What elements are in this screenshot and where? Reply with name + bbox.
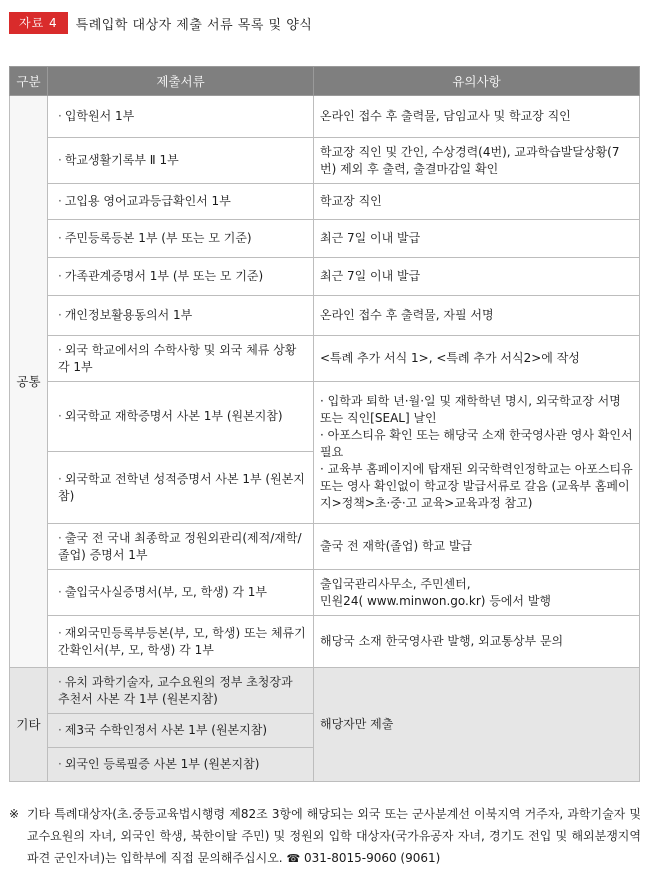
doc-label: 개인정보활용동의서 1부 (64, 308, 193, 322)
doc-label: 출입국사실증명서(부, 모, 학생) 각 1부 (64, 585, 268, 599)
table-row (10, 616, 640, 668)
material-badge: 자료 4 (9, 12, 68, 34)
table-row (10, 382, 640, 452)
note-cell (314, 570, 640, 616)
note-cell (314, 382, 640, 524)
footnote-body: 기타 특례대상자(초.중등교육법시행령 제82조 3항에 해당되는 외국 또는 군사분계선 이북지역 거주자, 과학기술자 및 교수요원의 자녀, 외국인 학생, 북한이탈 주민) 및 정원외 입학 대상자(국가유공자 자녀, 경기도 전입 및 해외분쟁지역 파견 군인자녀)는 입학부에 직접 문의해주십시오. (27, 807, 641, 865)
category-etc: 기타 (10, 668, 48, 782)
doc-cell: · 학교생활기록부 Ⅱ 1부 (48, 138, 314, 184)
note-cell: 해당자만 제출 (314, 668, 640, 782)
table-header-row (10, 67, 640, 96)
doc-cell: · 개인정보활용동의서 1부 (48, 296, 314, 336)
column-header-notes: 유의사항 (314, 67, 640, 96)
doc-cell: · 외국 학교에서의 수학사항 및 외국 체류 상황 각 1부 (48, 336, 314, 382)
table-row (10, 570, 640, 616)
column-header-category: 구분 (10, 67, 48, 96)
footnote (9, 803, 641, 870)
note-line: · 아포스티유 확인 또는 해당국 소재 한국영사관 영사 확인서 필요 (320, 428, 633, 459)
note-line: 민원24( www.minwon.go.kr) 등에서 발행 (320, 593, 552, 608)
note-cell: 학교장 직인 (314, 184, 640, 220)
doc-cell: · 외국학교 재학증명서 사본 1부 (원본지참) (48, 382, 314, 452)
title-row (9, 11, 312, 35)
doc-label: 고입용 영어교과등급확인서 1부 (64, 194, 231, 208)
doc-label: 외국학교 재학증명서 사본 1부 (원본지참) (64, 409, 283, 423)
category-common: 공통 (10, 96, 48, 668)
doc-label: 가족관계증명서 1부 (부 또는 모 기준) (64, 269, 264, 283)
doc-label: 출국 전 국내 최종학교 정원외관리(제적/재학/졸업) 증명서 1부 (58, 530, 302, 562)
doc-cell: · 제3국 수학인정서 사본 1부 (원본지참) (48, 714, 314, 748)
footnote-phone: 031-8015-9060 (9061) (303, 851, 441, 865)
table-row (10, 524, 640, 570)
table-row (10, 296, 640, 336)
doc-label: 외국학교 전학년 성적증명서 사본 1부 (원본지참) (58, 471, 305, 503)
doc-label: 외국인 등록필증 사본 1부 (원본지참) (64, 757, 260, 771)
doc-label: 입학원서 1부 (64, 109, 135, 123)
doc-label: 재외국민등록부등본(부, 모, 학생) 또는 체류기간확인서(부, 모, 학생) 각 1부 (58, 625, 306, 657)
footnote-text (9, 803, 641, 870)
note-cell: 출국 전 재학(졸업) 학교 발급 (314, 524, 640, 570)
note-cell: 온라인 접수 후 출력물, 담임교사 및 학교장 직인 (314, 96, 640, 138)
table-row (10, 184, 640, 220)
note-cell: <특례 추가 서식 1>, <특례 추가 서식2>에 작성 (314, 336, 640, 382)
column-header-documents: 제출서류 (48, 67, 314, 96)
table-row (10, 336, 640, 382)
doc-cell: · 외국학교 전학년 성적증명서 사본 1부 (원본지참) (48, 452, 314, 524)
doc-cell: · 유치 과학기술자, 교수요원의 정부 초청장과 추천서 사본 각 1부 (원본지참) (48, 668, 314, 714)
doc-label: 제3국 수학인정서 사본 1부 (원본지참) (64, 723, 268, 737)
doc-label: 외국 학교에서의 수학사항 및 외국 체류 상황 각 1부 (58, 342, 297, 374)
doc-cell: · 주민등록등본 1부 (부 또는 모 기준) (48, 220, 314, 258)
documents-table (9, 66, 640, 782)
doc-cell: · 출입국사실증명서(부, 모, 학생) 각 1부 (48, 570, 314, 616)
note-line: · 교육부 홈페이지에 탑재된 외국학력인정학교는 아포스티유 또는 영사 확인없이 학교장 발급서류로 갈음 (교육부 홈페이지>정책>초·중·고 교육>교육과정 참고) (320, 462, 633, 510)
doc-label: 주민등록등본 1부 (부 또는 모 기준) (64, 231, 252, 245)
note-cell: 최근 7일 이내 발급 (314, 258, 640, 296)
note-cell: 온라인 접수 후 출력물, 자필 서명 (314, 296, 640, 336)
note-cell: 최근 7일 이내 발급 (314, 220, 640, 258)
doc-cell: · 고입용 영어교과등급확인서 1부 (48, 184, 314, 220)
footnote-mark: ※ (9, 807, 20, 821)
note-cell: 학교장 직인 및 간인, 수상경력(4번), 교과학습발달상황(7번) 제외 후 출력, 출결마감일 확인 (314, 138, 640, 184)
note-line: · 입학과 퇴학 년·월·일 및 재학학년 명시, 외국학교장 서명 또는 직인[SEAL] 날인 (320, 394, 621, 425)
doc-cell: · 입학원서 1부 (48, 96, 314, 138)
page-title: 특례입학 대상자 제출 서류 목록 및 양식 (75, 17, 313, 33)
doc-cell: · 재외국민등록부등본(부, 모, 학생) 또는 체류기간확인서(부, 모, 학생) 각 1부 (48, 616, 314, 668)
doc-label: 학교생활기록부 Ⅱ 1부 (64, 153, 179, 167)
doc-cell: · 출국 전 국내 최종학교 정원외관리(제적/재학/졸업) 증명서 1부 (48, 524, 314, 570)
doc-cell: · 가족관계증명서 1부 (부 또는 모 기준) (48, 258, 314, 296)
table-row (10, 96, 640, 138)
table-row (10, 220, 640, 258)
table-row (10, 258, 640, 296)
doc-label: 유치 과학기술자, 교수요원의 정부 초청장과 추천서 사본 각 1부 (원본지참) (58, 674, 293, 706)
table-row (10, 668, 640, 714)
phone-icon: ☎ (286, 852, 301, 865)
note-cell: 해당국 소재 한국영사관 발행, 외교통상부 문의 (314, 616, 640, 668)
table-row (10, 138, 640, 184)
note-line: 출입국관리사무소, 주민센터, (320, 576, 471, 591)
doc-cell: · 외국인 등록필증 사본 1부 (원본지참) (48, 748, 314, 782)
